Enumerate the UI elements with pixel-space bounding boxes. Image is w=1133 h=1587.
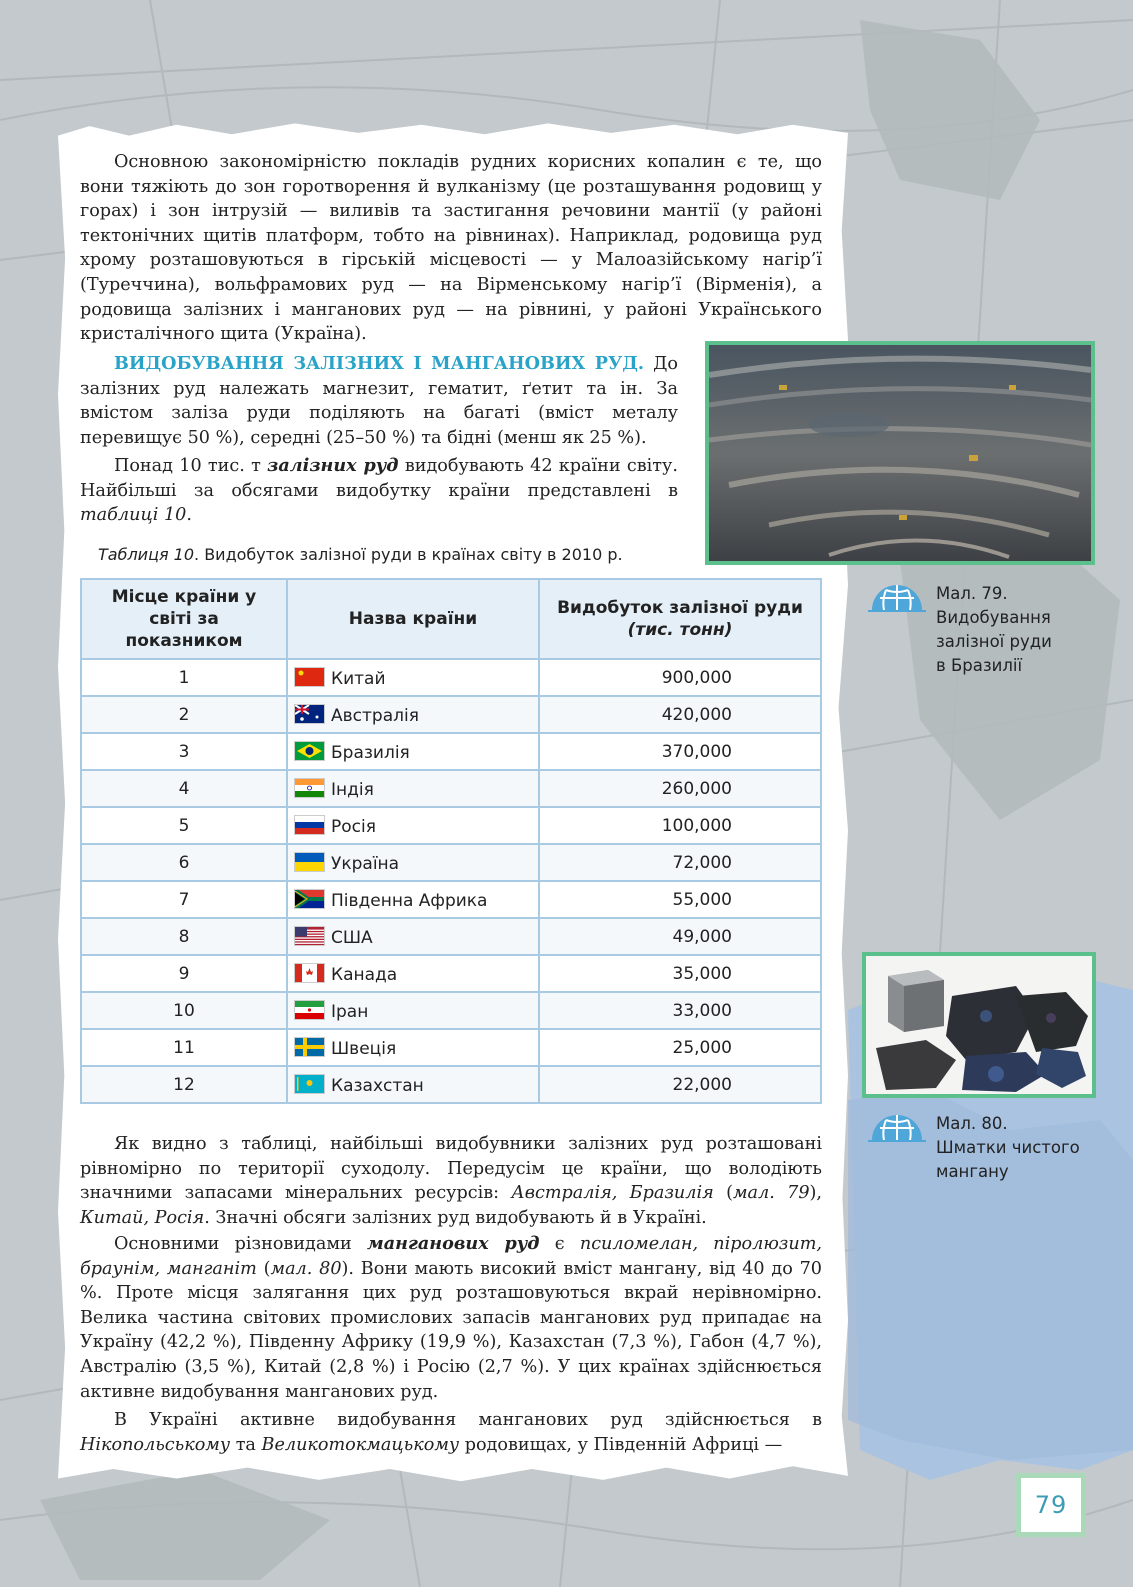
cell-value: 100,000 <box>539 807 821 844</box>
south-africa-flag-icon <box>294 891 331 911</box>
p5-minerals: псиломелан, піролюзит, браунім, манганіт <box>80 1234 823 1279</box>
canada-flag-icon <box>294 965 331 985</box>
header-country-text: Назва країни <box>348 609 478 629</box>
p4-part: ( <box>713 1183 733 1204</box>
page-number <box>1016 1473 1086 1537</box>
header-value-text: Видобуток залізної руди <box>557 598 803 618</box>
cell-country <box>287 992 539 1029</box>
manganese-photo <box>862 952 1096 1098</box>
ukraine-flag-icon <box>294 854 331 874</box>
country-name: Казахстан <box>331 1075 424 1096</box>
p5-emph-term: манганових руд <box>367 1233 540 1254</box>
table-caption-label: Таблиця 10 <box>98 545 195 564</box>
cell-value: 72,000 <box>539 844 821 881</box>
iran-flag-icon <box>294 1002 331 1022</box>
australia-flag-icon <box>294 706 331 726</box>
p3-emph-term: залізних руд <box>267 455 399 476</box>
brazil-flag-icon <box>294 743 331 763</box>
paragraph-1-text: Основною закономірністю покладів рудних корисних копалин є те, що вони тяжіють до зон горотворення й вулканізму (це розташування родовищ у горах) і зон інтрузій — виливів та застигання речовини мантії (у районі тектонічних щитів платформ, тобто на рівнинах). Наприклад, родовища руд хрому розташовуються в гірській місцевості — у Малоазійському нагір’ї (Туреччина), вольфрамових руд — на Вірменському нагір’ї (Вірменія), а родовища залізних і манганових руд — на рівнині, у районі Українського кристалічного щита (Україна). <box>80 152 822 345</box>
figure-79-label: Мал. 79. <box>936 584 1008 603</box>
p4-part: . Значні обсяги залізних руд видобувають й в Україні. <box>204 1207 707 1228</box>
country-name: Іран <box>331 1001 369 1022</box>
country-name: Китай <box>331 668 386 689</box>
sweden-flag-icon <box>294 1039 331 1059</box>
cell-value: 260,000 <box>539 770 821 807</box>
header-country <box>287 579 539 659</box>
cell-rank: 6 <box>81 844 287 881</box>
figure-80-caption <box>936 1112 1080 1184</box>
country-name: Індія <box>331 779 374 800</box>
country-name: Швеція <box>331 1038 397 1059</box>
table-row <box>81 770 821 807</box>
figure-79-line: Видобування <box>936 608 1051 627</box>
paragraph-2-text: До залізних руд належать магнезит, гематит, ґетит та ін. За вмістом заліза руди поділяють на багаті (вміст металу перевищує 50 %), середні (25–50 %) та бідні (менш як 25 %). <box>80 354 678 448</box>
p6-part: родовищах, у Південній Африці — <box>459 1434 783 1455</box>
table-caption-text: . Видобуток залізної руди в країнах світу в 2010 р. <box>194 545 623 564</box>
russia-flag-icon <box>294 817 331 837</box>
table-row <box>81 918 821 955</box>
figure-79-line: в Бразилії <box>936 656 1023 675</box>
cell-rank: 12 <box>81 1066 287 1103</box>
figure-80-line: Шматки чистого <box>936 1138 1080 1157</box>
p3-part: . <box>186 505 192 526</box>
cell-value: 49,000 <box>539 918 821 955</box>
iron-ore-mine-photo <box>705 341 1095 565</box>
cell-rank: 3 <box>81 733 287 770</box>
mine-illustration <box>709 345 1091 561</box>
cell-rank: 11 <box>81 1029 287 1066</box>
cell-country <box>287 733 539 770</box>
table-row <box>81 733 821 770</box>
cell-rank: 10 <box>81 992 287 1029</box>
cell-value: 900,000 <box>539 659 821 696</box>
p5-fig-ref: мал. 80 <box>270 1258 342 1279</box>
p4-countries: Австралія, Бразилія <box>511 1183 714 1204</box>
cell-country <box>287 881 539 918</box>
country-name: Австралія <box>331 705 419 726</box>
paragraph-3 <box>80 454 678 528</box>
paragraph-5 <box>80 1232 822 1404</box>
cell-value: 25,000 <box>539 1029 821 1066</box>
table-header-row <box>81 579 821 659</box>
paragraph-6 <box>80 1408 822 1457</box>
cell-rank: 5 <box>81 807 287 844</box>
p6-deposit: Великотокмацькому <box>261 1434 460 1455</box>
table-row <box>81 844 821 881</box>
p4-countries: Китай, Росія <box>80 1207 205 1228</box>
table-row <box>81 807 821 844</box>
india-flag-icon <box>294 780 331 800</box>
cell-rank: 2 <box>81 696 287 733</box>
cell-country <box>287 1029 539 1066</box>
table-row <box>81 955 821 992</box>
cell-country <box>287 770 539 807</box>
kazakhstan-flag-icon <box>294 1076 331 1096</box>
section-heading: ВИДОБУВАННЯ ЗАЛІЗНИХ І МАНГАНОВИХ РУД. <box>114 353 645 374</box>
header-rank <box>81 579 287 659</box>
table-row <box>81 659 821 696</box>
cell-value: 35,000 <box>539 955 821 992</box>
paragraph-1 <box>80 150 822 347</box>
table-row <box>81 881 821 918</box>
manganese-illustration <box>866 956 1092 1094</box>
cell-value: 420,000 <box>539 696 821 733</box>
cell-rank: 1 <box>81 659 287 696</box>
p5-part: ). Вони мають високий вміст мангану, від 40 до 70 %. Проте місця залягання цих руд розташовуються вкрай нерівномірно. Велика частина світових промислових запасів манганових руд припадає на Україну (42,2 %), Південну Африку (19,9 %), Казахстан (7,3 %), Габон (4,7 %), Австралію (3,5 %), Китай (2,8 %) і Росію (2,7 %). У цих країнах здійснюється активне видобування манганових руд. <box>80 1258 822 1402</box>
table-caption <box>98 545 623 564</box>
cell-country <box>287 807 539 844</box>
country-name: Росія <box>331 816 376 837</box>
cell-value: 33,000 <box>539 992 821 1029</box>
p6-part: та <box>230 1434 262 1455</box>
figure-79-line: залізної руди <box>936 632 1052 651</box>
globe-icon <box>868 1110 926 1142</box>
cell-rank: 9 <box>81 955 287 992</box>
paragraph-2 <box>80 352 678 450</box>
globe-icon <box>868 580 926 612</box>
p5-part: Основними різновидами <box>114 1234 368 1254</box>
cell-country <box>287 1066 539 1103</box>
p3-table-ref: таблиці 10 <box>80 505 187 526</box>
table-row <box>81 1029 821 1066</box>
paragraph-4 <box>80 1132 822 1230</box>
figure-79-caption <box>936 582 1052 678</box>
p3-part: видобувають 42 країни світу. Найбільші за обсягами видобутку країни представлені в <box>80 456 678 501</box>
p6-part: В Україні активне видобування манганових руд здійснюється в <box>114 1410 822 1430</box>
cell-value: 370,000 <box>539 733 821 770</box>
usa-flag-icon <box>294 928 331 948</box>
header-rank-text: Місце країни у світі за показником <box>111 587 257 651</box>
cell-country <box>287 844 539 881</box>
country-name: Бразилія <box>331 742 410 763</box>
cell-rank: 4 <box>81 770 287 807</box>
header-value <box>539 579 821 659</box>
country-name: Україна <box>331 853 400 874</box>
page-number-text: 79 <box>1034 1491 1068 1519</box>
table-row <box>81 696 821 733</box>
header-value-unit: (тис. тонн) <box>627 620 733 640</box>
country-name: Канада <box>331 964 398 985</box>
china-flag-icon <box>294 669 331 689</box>
p3-part: Понад 10 тис. т <box>114 456 268 476</box>
cell-value: 55,000 <box>539 881 821 918</box>
cell-rank: 7 <box>81 881 287 918</box>
p4-fig-ref: мал. 79 <box>732 1183 810 1204</box>
cell-country <box>287 955 539 992</box>
cell-country <box>287 918 539 955</box>
p5-part: є <box>539 1234 580 1254</box>
cell-country <box>287 659 539 696</box>
country-name: США <box>331 927 373 948</box>
iron-ore-table <box>80 578 822 1104</box>
figure-80-line: мангану <box>936 1162 1009 1181</box>
p4-part: ), <box>809 1183 822 1204</box>
p6-deposit: Нікопольському <box>80 1434 231 1455</box>
country-name: Південна Африка <box>331 890 488 911</box>
p5-part: ( <box>256 1258 271 1279</box>
table-row <box>81 1066 821 1103</box>
table-row <box>81 992 821 1029</box>
cell-country <box>287 696 539 733</box>
p4-part: Як видно з таблиці, найбільші видобувники залізних руд розташовані рівномірно по території суходолу. Передусім це країни, що володіють значними запасами мінеральних ресурсів: <box>80 1134 822 1204</box>
figure-80-label: Мал. 80. <box>936 1114 1008 1133</box>
cell-value: 22,000 <box>539 1066 821 1103</box>
cell-rank: 8 <box>81 918 287 955</box>
